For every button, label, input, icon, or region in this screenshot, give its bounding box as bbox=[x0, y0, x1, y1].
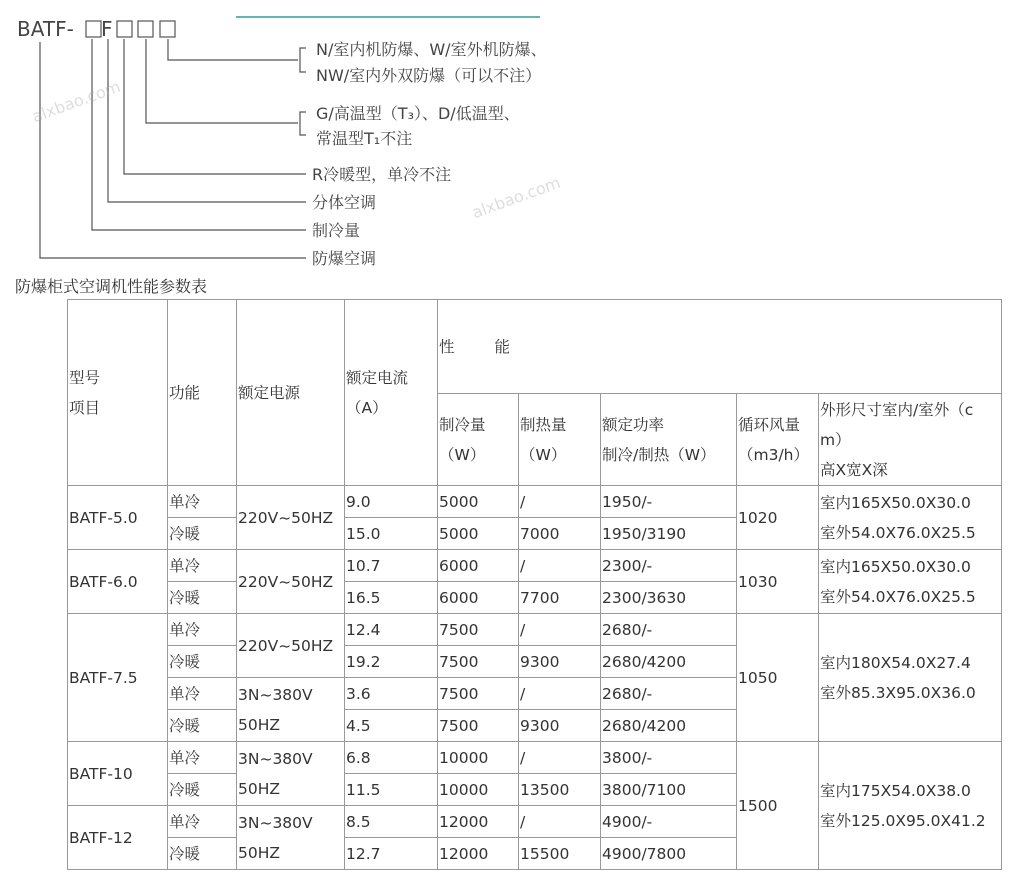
legend-capacity: 制冷量 bbox=[312, 221, 361, 240]
function-cell: 冷暖 bbox=[168, 774, 237, 806]
model-cell: BATF-5.0 bbox=[68, 486, 168, 550]
model-code-diagram bbox=[0, 0, 1018, 272]
header-power-consumption: 额定功率 制冷/制热（W） bbox=[601, 394, 737, 486]
header-function: 功能 bbox=[168, 300, 237, 486]
legend-split: 分体空调 bbox=[312, 193, 377, 212]
model-cell: BATF-12 bbox=[68, 806, 168, 870]
header-dimensions: 外形尺寸室内/室外（c m） 高X宽X深 bbox=[819, 394, 1002, 486]
model-prefix: BATF- bbox=[17, 17, 74, 41]
airflow-cell: 1030 bbox=[737, 550, 819, 614]
cooling-cell: 7500 bbox=[438, 678, 519, 710]
cooling-cell: 12000 bbox=[438, 806, 519, 838]
current-cell: 4.5 bbox=[345, 710, 438, 742]
power-cell: 220V~50HZ bbox=[237, 550, 345, 614]
function-cell: 单冷 bbox=[168, 678, 237, 710]
current-cell: 11.5 bbox=[345, 774, 438, 806]
power-w-cell: 4900/7800 bbox=[601, 838, 737, 870]
function-cell: 冷暖 bbox=[168, 710, 237, 742]
table-caption: 防爆柜式空调机性能参数表 bbox=[15, 277, 208, 296]
legend-heating: R冷暖型，单冷不注 bbox=[312, 165, 452, 184]
legend-temperature-line2: 常温型T₁不注 bbox=[316, 129, 413, 148]
power-w-cell: 1950/- bbox=[601, 486, 737, 518]
cooling-cell: 10000 bbox=[438, 774, 519, 806]
heating-cell: 7700 bbox=[519, 582, 601, 614]
cooling-cell: 7500 bbox=[438, 710, 519, 742]
current-cell: 12.4 bbox=[345, 614, 438, 646]
cooling-cell: 5000 bbox=[438, 518, 519, 550]
table-row bbox=[68, 614, 1002, 646]
header-rated-power: 额定电源 bbox=[237, 300, 345, 486]
function-cell: 冷暖 bbox=[168, 582, 237, 614]
heating-cell: 7000 bbox=[519, 518, 601, 550]
table-row bbox=[68, 742, 1002, 774]
leader-heating-type bbox=[124, 39, 306, 174]
function-cell: 冷暖 bbox=[168, 518, 237, 550]
header-cooling: 制冷量 （W） bbox=[438, 394, 519, 486]
heating-cell: 15500 bbox=[519, 838, 601, 870]
heating-cell: 9300 bbox=[519, 646, 601, 678]
function-cell: 单冷 bbox=[168, 486, 237, 518]
power-w-cell: 3800/7100 bbox=[601, 774, 737, 806]
current-cell: 3.6 bbox=[345, 678, 438, 710]
table-row bbox=[68, 486, 1002, 518]
code-box-2 bbox=[117, 21, 132, 37]
model-cell: BATF-6.0 bbox=[68, 550, 168, 614]
leader-explosion-proof bbox=[40, 42, 306, 258]
airflow-cell: 1500 bbox=[737, 742, 819, 870]
model-cell: BATF-7.5 bbox=[68, 614, 168, 742]
dimensions-cell: 室内175X54.0X38.0 室外125.0X95.0X41.2 bbox=[819, 742, 1002, 870]
cooling-cell: 7500 bbox=[438, 614, 519, 646]
cooling-cell: 6000 bbox=[438, 582, 519, 614]
current-cell: 15.0 bbox=[345, 518, 438, 550]
heating-cell: / bbox=[519, 550, 601, 582]
cooling-cell: 10000 bbox=[438, 742, 519, 774]
current-cell: 8.5 bbox=[345, 806, 438, 838]
function-cell: 冷暖 bbox=[168, 838, 237, 870]
cooling-cell: 5000 bbox=[438, 486, 519, 518]
bracket-temperature-type bbox=[300, 112, 306, 135]
heating-cell: / bbox=[519, 742, 601, 774]
power-w-cell: 2680/4200 bbox=[601, 710, 737, 742]
power-cell: 3N~380V 50HZ bbox=[237, 678, 345, 742]
power-cell: 220V~50HZ bbox=[237, 486, 345, 550]
watermark: alxbao.com bbox=[469, 172, 563, 223]
heating-cell: / bbox=[519, 614, 601, 646]
function-cell: 单冷 bbox=[168, 742, 237, 774]
heating-cell: / bbox=[519, 678, 601, 710]
cooling-cell: 6000 bbox=[438, 550, 519, 582]
heating-cell: / bbox=[519, 486, 601, 518]
code-box-4 bbox=[160, 21, 175, 37]
leader-explosion-type bbox=[168, 39, 298, 60]
power-w-cell: 1950/3190 bbox=[601, 518, 737, 550]
heating-cell: 9300 bbox=[519, 710, 601, 742]
power-w-cell: 2680/4200 bbox=[601, 646, 737, 678]
model-f-letter: F bbox=[101, 17, 113, 41]
power-w-cell: 3800/- bbox=[601, 742, 737, 774]
heating-cell: 13500 bbox=[519, 774, 601, 806]
legend-explosion-line2: NW/室内外双防爆（可以不注） bbox=[316, 66, 542, 85]
header-heating: 制热量 （W） bbox=[519, 394, 601, 486]
current-cell: 19.2 bbox=[345, 646, 438, 678]
table-row bbox=[68, 550, 1002, 582]
code-box-1 bbox=[86, 21, 101, 37]
header-performance: 性 能 bbox=[438, 300, 1002, 394]
function-cell: 单冷 bbox=[168, 614, 237, 646]
current-cell: 10.7 bbox=[345, 550, 438, 582]
cooling-cell: 7500 bbox=[438, 646, 519, 678]
header-airflow: 循环风量 （m3/h） bbox=[737, 394, 819, 486]
dimensions-cell: 室内180X54.0X27.4 室外85.3X95.0X36.0 bbox=[819, 614, 1002, 742]
legend-explosion-line1: N/室内机防爆、W/室外机防爆、 bbox=[316, 40, 547, 59]
leader-temperature-type bbox=[146, 39, 298, 123]
current-cell: 6.8 bbox=[345, 742, 438, 774]
code-box-3 bbox=[138, 21, 153, 37]
power-w-cell: 2300/- bbox=[601, 550, 737, 582]
power-cell: 3N~380V 50HZ bbox=[237, 806, 345, 870]
airflow-cell: 1020 bbox=[737, 486, 819, 550]
specs-table bbox=[67, 299, 1002, 870]
bracket-explosion-type bbox=[300, 48, 306, 72]
power-w-cell: 4900/- bbox=[601, 806, 737, 838]
leader-split bbox=[108, 39, 306, 202]
dimensions-cell: 室内165X50.0X30.0 室外54.0X76.0X25.5 bbox=[819, 550, 1002, 614]
function-cell: 冷暖 bbox=[168, 646, 237, 678]
heating-cell: / bbox=[519, 806, 601, 838]
current-cell: 9.0 bbox=[345, 486, 438, 518]
function-cell: 单冷 bbox=[168, 806, 237, 838]
airflow-cell: 1050 bbox=[737, 614, 819, 742]
header-rated-current: 额定电流 （A） bbox=[345, 300, 438, 486]
power-cell: 3N~380V 50HZ bbox=[237, 742, 345, 806]
dimensions-cell: 室内165X50.0X30.0 室外54.0X76.0X25.5 bbox=[819, 486, 1002, 550]
power-w-cell: 2680/- bbox=[601, 614, 737, 646]
current-cell: 12.7 bbox=[345, 838, 438, 870]
legend-explosion-proof: 防爆空调 bbox=[312, 249, 377, 268]
legend-temperature-line1: G/高温型（T₃）、D/低温型、 bbox=[316, 104, 520, 123]
function-cell: 单冷 bbox=[168, 550, 237, 582]
current-cell: 16.5 bbox=[345, 582, 438, 614]
model-cell: BATF-10 bbox=[68, 742, 168, 806]
power-w-cell: 2300/3630 bbox=[601, 582, 737, 614]
power-cell: 220V~50HZ bbox=[237, 614, 345, 678]
watermark: alxbao.com bbox=[29, 76, 123, 127]
power-w-cell: 2680/- bbox=[601, 678, 737, 710]
header-model-item: 型号 项目 bbox=[68, 300, 168, 486]
cooling-cell: 12000 bbox=[438, 838, 519, 870]
